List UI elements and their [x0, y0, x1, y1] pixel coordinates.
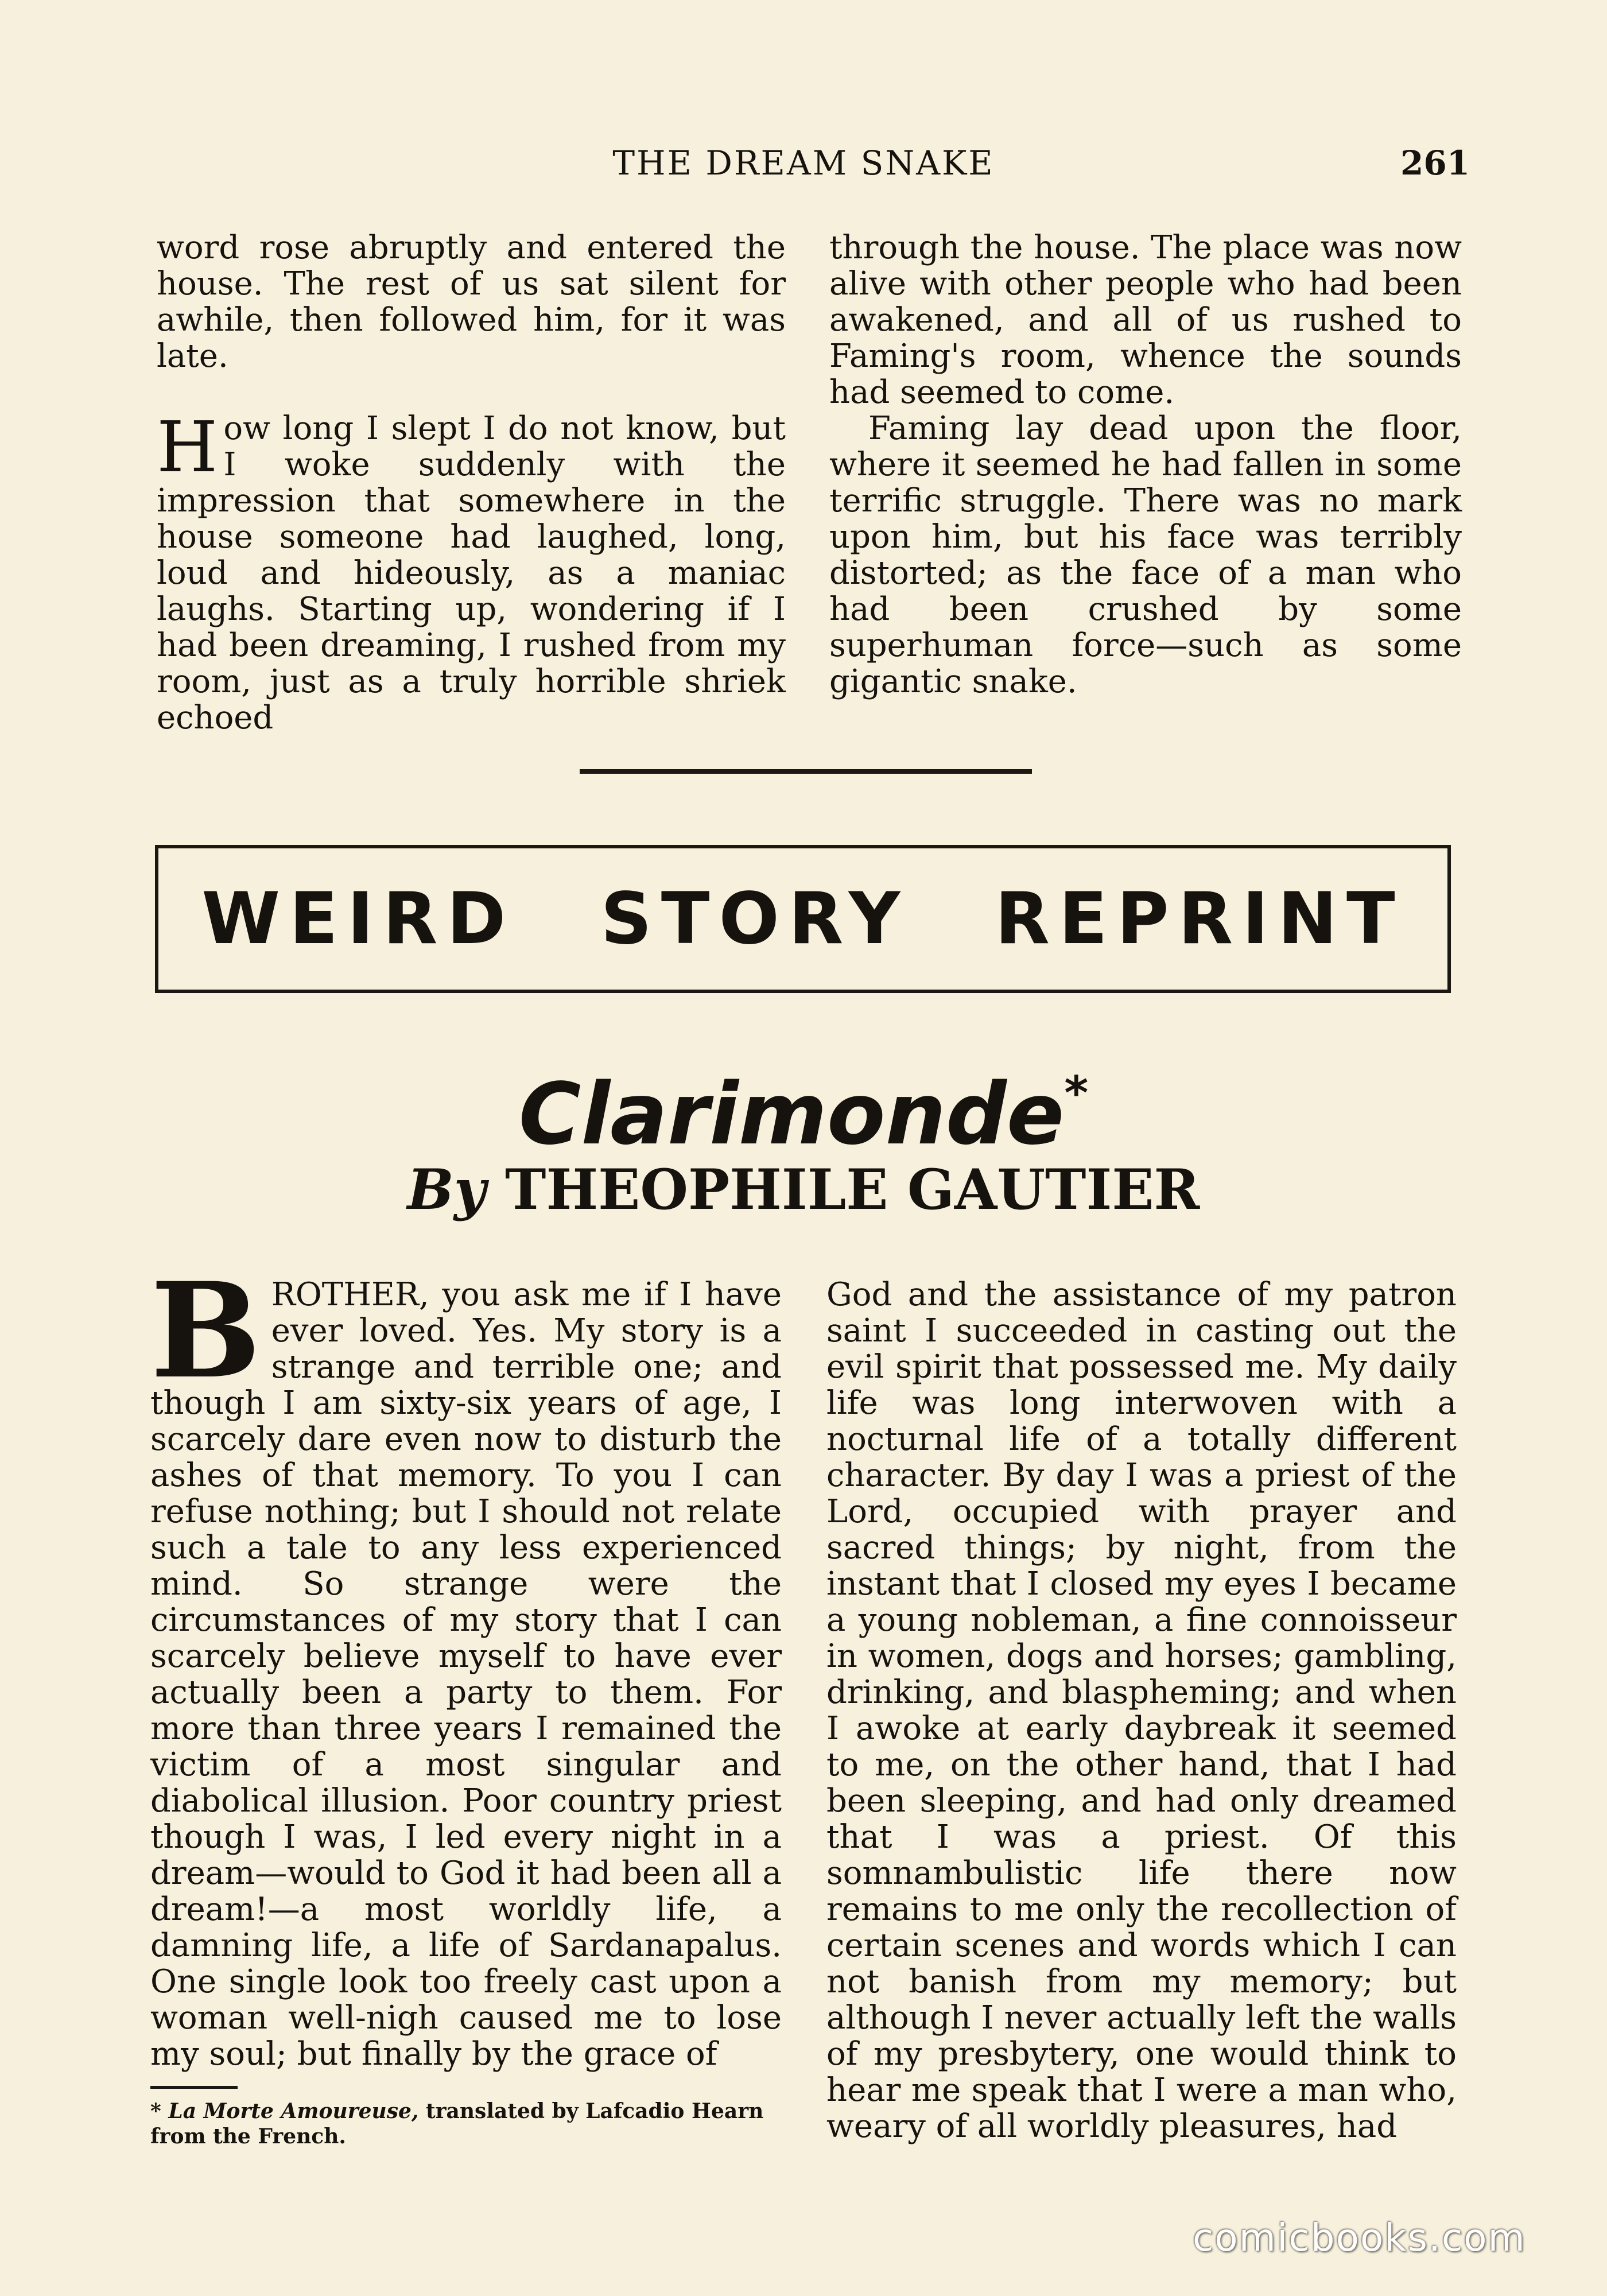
paragraph-text: ROTHER, you ask me if I have ever loved. Yes. My story is a strange and terrible one; and though I am sixty-six years of age, I scarcely dare even now to disturb the ashes of that memory. To you I can refuse nothing; but I should not relate such a tale to any less experienced mind. So strange were the circumstances of my story that I can scarcely believe myself to have ever actually been a party to them. For more than three years I remained the victim of a most singular and diabolical illusion. Poor country priest though I was, I led every night in a dream—would to God it had been all a dream!—a most worldly life, a damning life, a life of Sardanapalus. One single look too freely cast upon a woman well-nigh caused me to lose my soul; but finally by the grace of — [150, 1276, 782, 2073]
footnote-text: translated by Lafcadio Hearn from the French. — [150, 2099, 764, 2148]
previous-story-paragraph: word rose abruptly and entered the house. The rest of us sat silent for awhile, then followed him, for it was late. — [157, 229, 786, 375]
section-divider — [580, 769, 1032, 774]
initial-letter: H — [157, 406, 218, 488]
story-left-column — [150, 1254, 782, 2073]
section-gap — [157, 374, 786, 410]
story-paragraph: God and the assistance of my patron saint I succeeded in casting out the evil spirit that possessed me. My daily life was long interwoven with a nocturnal life of a totally different character. By day I was a priest of the Lord, occupied with prayer and sacred things; by night, from the instant that I closed my eyes I became a young nobleman, a fine connoisseur in women, dogs and horses; gambling, drinking, and blaspheming; and when I awoke at early daybreak it seemed to me, on the other hand, that I had been sleeping, and had only dreamed that I was a priest. Of this somnambulistic life there now remains to me only the recollection of certain scenes and words which I can not banish from my memory; but although I never actually left the walls of my presbytery, one would think to hear me speak that I were a man who, weary of all worldly pleasures, had — [826, 1276, 1457, 2145]
previous-story-paragraph: Faming lay dead upon the floor, where it seemed he had fallen in some terrific struggle. There was no mark upon him, but his face was terribly distorted; as the face of a man who had been crushed by some superhuman force—such as some gigantic snake. — [829, 410, 1462, 700]
story-paragraph — [150, 1254, 782, 2073]
story-title-text: Clarimonde — [518, 1065, 1065, 1163]
watermark: comicbooks.com — [1193, 2216, 1526, 2260]
footnote-source-title: La Morte Amoureuse, — [168, 2099, 419, 2123]
paragraph-text: ow long I slept I do not know, but I woke suddenly with the impression that somewhere in the house someone had laughed, long, loud and hideously, as a maniac laughs. Starting up, wondering if I had been dreaming, I rushed from my room, just as a truly horrible shriek echoed — [157, 410, 786, 736]
byline-by: By — [407, 1157, 486, 1222]
previous-story-paragraph — [157, 406, 786, 736]
byline-author: THEOPHILE GAUTIER — [505, 1157, 1200, 1222]
drop-cap: B — [150, 1254, 261, 1407]
byline — [0, 1158, 1607, 1221]
footnote — [150, 2099, 793, 2149]
running-title: THE DREAM SNAKE — [612, 144, 995, 183]
previous-story-right-column — [829, 230, 1462, 700]
banner-text: WEIRD STORY REPRINT — [201, 878, 1404, 960]
footnote-marker: * — [1064, 1066, 1089, 1120]
previous-story-left-column — [157, 230, 786, 736]
story-title — [0, 1045, 1607, 1163]
reprint-banner — [155, 845, 1451, 993]
footnote-rule — [150, 2086, 238, 2089]
previous-story-paragraph: through the house. The place was now alive with other people who had been awakened, and all of us rushed to Faming's room, whence the sounds had seemed to come. — [829, 229, 1462, 411]
story-right-column — [826, 1277, 1457, 2144]
page-number: 261 — [1400, 144, 1470, 183]
footnote-mark: * — [150, 2099, 161, 2123]
